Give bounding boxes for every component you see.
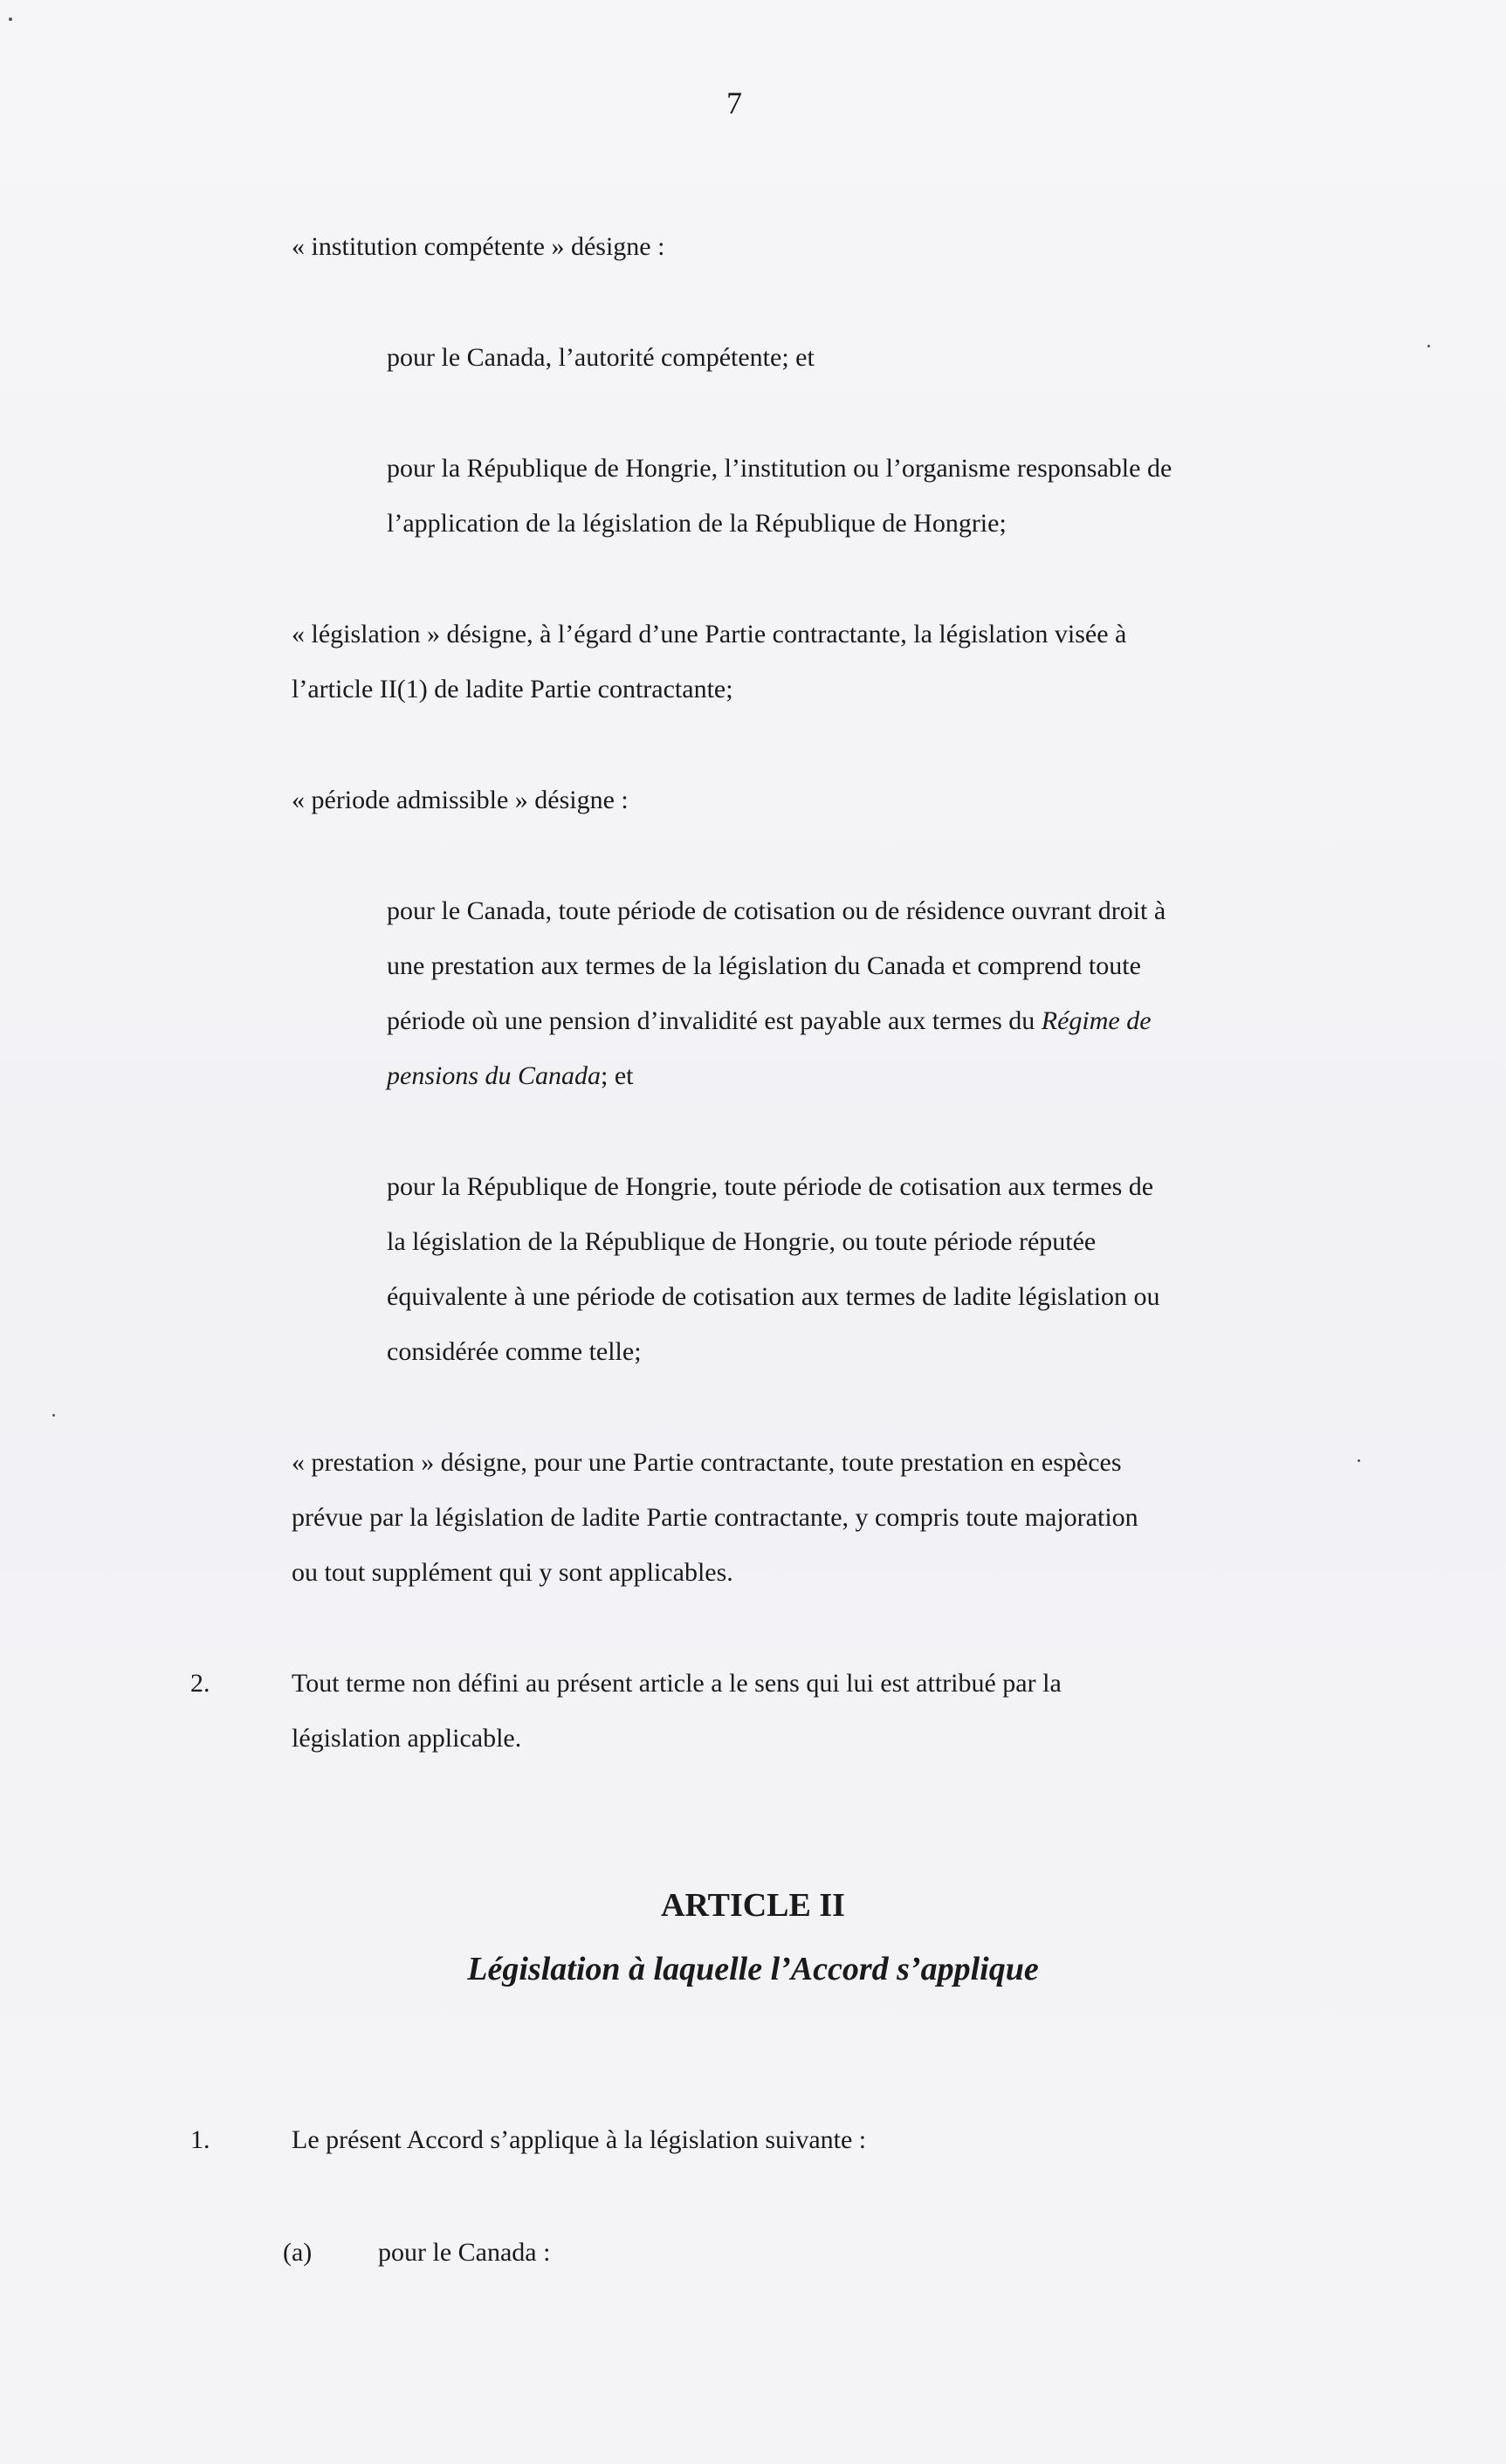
definition-period-hungary-line4: considérée comme telle; <box>387 1337 642 1366</box>
definition-institution-hungary-line1: pour la République de Hongrie, l’institution ou l’organisme responsable de <box>387 454 1172 483</box>
article-title: ARTICLE II <box>661 1887 845 1924</box>
period-canada-line4-text: ; et <box>601 1061 634 1090</box>
definition-benefit-line2: prévue par la législation de ladite Partie contractante, y compris toute majoration <box>292 1503 1138 1532</box>
item-a-text: pour le Canada : <box>378 2238 551 2267</box>
paragraph-2-number: 2. <box>190 1669 210 1698</box>
definition-period-hungary-line2: la législation de la République de Hongrie, ou toute période réputée <box>387 1227 1097 1256</box>
definition-period-canada-line3 <box>387 1008 1152 1034</box>
scan-speck <box>1358 1459 1360 1462</box>
definition-period-term: « période admissible » désigne : <box>292 786 629 814</box>
period-canada-line4-italic: pensions du Canada <box>387 1061 602 1090</box>
definition-period-hungary-line3: équivalente à une période de cotisation aux termes de ladite législation ou <box>387 1282 1160 1311</box>
scan-speck <box>9 17 12 21</box>
item-a-label: (a) <box>283 2238 313 2267</box>
definition-benefit-line1: « prestation » désigne, pour une Partie contractante, toute prestation en espèces <box>292 1448 1122 1477</box>
paragraph-2-line1: Tout terme non défini au présent article a le sens qui lui est attribué par la <box>292 1669 1062 1698</box>
scan-speck <box>1427 345 1430 347</box>
definition-legislation-line2: l’article II(1) de ladite Partie contractante; <box>292 675 733 704</box>
period-canada-line3-text: période où une pension d’invalidité est payable aux termes du <box>387 1006 1042 1035</box>
definition-period-canada-line1: pour le Canada, toute période de cotisation ou de résidence ouvrant droit à <box>387 896 1166 925</box>
definition-institution-canada: pour le Canada, l’autorité compétente; et <box>387 343 815 372</box>
definition-period-canada-line4 <box>387 1063 634 1089</box>
period-canada-line3-italic: Régime de <box>1041 1006 1152 1035</box>
article-paragraph-1-text: Le présent Accord s’applique à la législation suivante : <box>292 2125 867 2154</box>
scan-speck <box>52 1414 55 1417</box>
definition-period-canada-line2: une prestation aux termes de la législation du Canada et comprend toute <box>387 951 1141 980</box>
definition-institution-term: « institution compétente » désigne : <box>292 232 665 261</box>
definition-period-hungary-line1: pour la République de Hongrie, toute période de cotisation aux termes de <box>387 1172 1154 1201</box>
article-paragraph-1-number: 1. <box>190 2125 210 2154</box>
definition-benefit-line3: ou tout supplément qui y sont applicables. <box>292 1558 733 1587</box>
page-number: 7 <box>726 86 742 120</box>
definition-legislation-line1: « législation » désigne, à l’égard d’une Partie contractante, la législation visée à <box>292 620 1127 649</box>
definition-institution-hungary-line2: l’application de la législation de la République de Hongrie; <box>387 509 1007 538</box>
paragraph-2-line2: législation applicable. <box>292 1724 522 1753</box>
article-subtitle: Législation à laquelle l’Accord s’applique <box>467 1951 1039 1987</box>
